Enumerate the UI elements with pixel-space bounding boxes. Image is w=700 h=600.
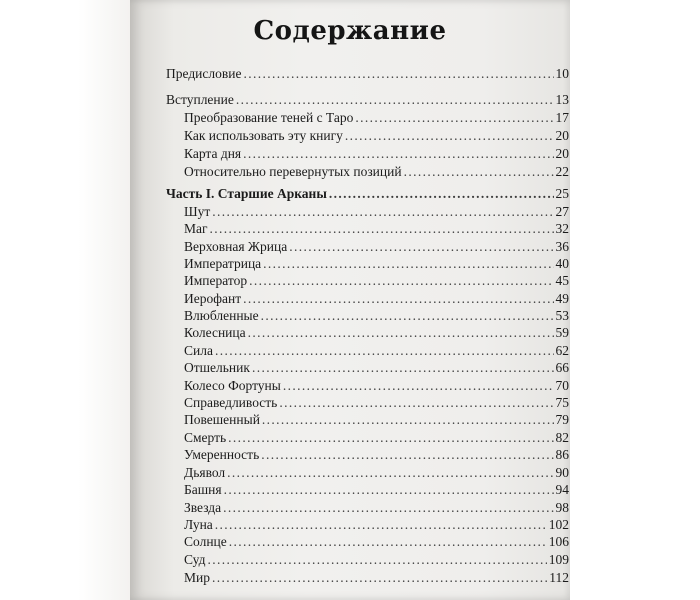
toc-entry-label: Император (184, 273, 248, 288)
toc-entry-page: 112 (549, 570, 569, 585)
dot-leader (243, 145, 553, 163)
toc-entry-page: 27 (555, 204, 569, 219)
dot-leader (207, 551, 546, 569)
toc-entry (184, 394, 569, 412)
toc-entry-label: Отшельник (184, 360, 250, 375)
toc-entry-page: 36 (555, 239, 569, 254)
toc-entry-label: Луна (184, 517, 213, 532)
toc-entry (184, 163, 569, 181)
dot-leader (261, 446, 553, 464)
dot-leader (227, 464, 553, 482)
dot-leader (223, 499, 553, 517)
dot-leader (215, 342, 554, 360)
toc-entry-page: 75 (555, 395, 569, 410)
toc-entry (184, 255, 569, 273)
toc-entry-label: Смерть (184, 430, 227, 445)
toc-entry-label: Умеренность (184, 447, 260, 462)
toc-entry-label: Мир (184, 570, 210, 585)
toc-entry (184, 533, 569, 551)
dot-leader (329, 185, 554, 203)
toc-entry (184, 481, 569, 499)
toc-entry-page: 62 (555, 343, 569, 358)
toc-entry (184, 203, 569, 221)
dot-leader (283, 377, 554, 395)
toc-entry-page: 10 (555, 66, 569, 81)
toc-entry-page: 59 (555, 325, 569, 340)
dot-leader (263, 255, 553, 273)
dot-leader (249, 272, 553, 290)
dot-leader (261, 307, 554, 325)
toc-entry (166, 65, 569, 83)
toc-entry (184, 272, 569, 290)
toc-entry (184, 324, 569, 342)
dot-leader (228, 429, 553, 447)
toc-entry-label: Дьявол (184, 465, 226, 480)
toc-entry-page: 13 (555, 92, 569, 107)
toc-entry-page: 109 (548, 552, 569, 567)
toc-entry-page: 98 (555, 500, 569, 515)
toc-entry (184, 290, 569, 308)
toc-entry-page: 102 (548, 517, 569, 532)
toc-entry-page: 79 (555, 412, 569, 427)
toc-entry-page: 106 (548, 534, 569, 549)
dot-leader (279, 394, 553, 412)
dot-leader (248, 324, 554, 342)
toc-entry-label: Предисловие (166, 66, 242, 81)
toc-entry-label: Колесо Фортуны (184, 378, 281, 393)
toc-entry-label: Влюбленные (184, 308, 259, 323)
dot-leader (212, 569, 547, 587)
toc-entry-label: Часть I. Старшие Арканы (166, 186, 327, 201)
toc-entry-label: Императрица (184, 256, 262, 271)
toc-entry (184, 342, 569, 360)
toc-entry (184, 429, 569, 447)
dot-leader (289, 238, 553, 256)
dot-leader (212, 203, 553, 221)
toc-entry-label: Маг (184, 221, 208, 236)
toc-entry-page: 66 (555, 360, 569, 375)
toc-entry-page: 20 (555, 146, 569, 161)
toc-entry (184, 516, 569, 534)
dot-leader (210, 220, 554, 238)
dot-leader (224, 481, 554, 499)
dot-leader (262, 411, 554, 429)
toc-entry-page: 86 (555, 447, 569, 462)
toc-entry-page: 17 (555, 110, 569, 125)
toc-part-heading (166, 185, 569, 203)
toc-entry-label: Верховная Жрица (184, 239, 288, 254)
toc-entry-label: Повешенный (184, 412, 260, 427)
dot-leader (215, 516, 547, 534)
toc-entry-label: Карта дня (184, 146, 242, 161)
toc-entry (184, 551, 569, 569)
toc-entry (184, 359, 569, 377)
toc-entry-page: 25 (555, 186, 569, 201)
page-title: Содержание (253, 16, 447, 46)
toc-entry-label: Суд (184, 552, 206, 567)
toc-entry-page: 32 (555, 221, 569, 236)
toc-entry (184, 109, 569, 127)
toc-entry (184, 569, 569, 587)
toc-entry-label: Колесница (184, 325, 246, 340)
toc-entry-page: 82 (555, 430, 569, 445)
toc-entry (184, 127, 569, 145)
toc-entry (166, 91, 569, 109)
toc-entry-label: Преобразование теней с Таро (184, 110, 354, 125)
toc-entry-label: Как использовать эту книгу (184, 128, 343, 143)
dot-leader (243, 65, 553, 83)
dot-leader (355, 109, 553, 127)
dot-leader (252, 359, 554, 377)
toc-entry-label: Звезда (184, 500, 222, 515)
toc-entry (184, 499, 569, 517)
toc-entry-label: Шут (184, 204, 211, 219)
toc-entry-label: Вступление (166, 92, 234, 107)
dot-leader (243, 290, 553, 308)
toc-entry (184, 377, 569, 395)
toc-entry-page: 49 (555, 291, 569, 306)
toc-entry-page: 70 (555, 378, 569, 393)
toc-entry-page: 94 (555, 482, 569, 497)
toc-entry-label: Справедливость (184, 395, 278, 410)
toc-entry-label: Относительно перевернутых позиций (184, 164, 402, 179)
dot-leader (345, 127, 554, 145)
toc-entry-page: 20 (555, 128, 569, 143)
dot-leader (229, 533, 547, 551)
toc-entry-page: 22 (555, 164, 569, 179)
toc-entry-page: 90 (555, 465, 569, 480)
toc-entry-label: Башня (184, 482, 222, 497)
toc-entry (184, 307, 569, 325)
toc-entry (184, 464, 569, 482)
toc-entry-page: 53 (555, 308, 569, 323)
toc-entry-label: Сила (184, 343, 213, 358)
toc-entry-page: 40 (555, 256, 569, 271)
toc-entry-page: 45 (555, 273, 569, 288)
toc-entry (184, 145, 569, 163)
toc-entry-label: Иерофант (184, 291, 242, 306)
toc-entry (184, 238, 569, 256)
toc-entry (184, 411, 569, 429)
dot-leader (236, 91, 554, 109)
dot-leader (404, 163, 554, 181)
toc-entry (184, 446, 569, 464)
toc-entry (184, 220, 569, 238)
toc-entry-label: Солнце (184, 534, 227, 549)
